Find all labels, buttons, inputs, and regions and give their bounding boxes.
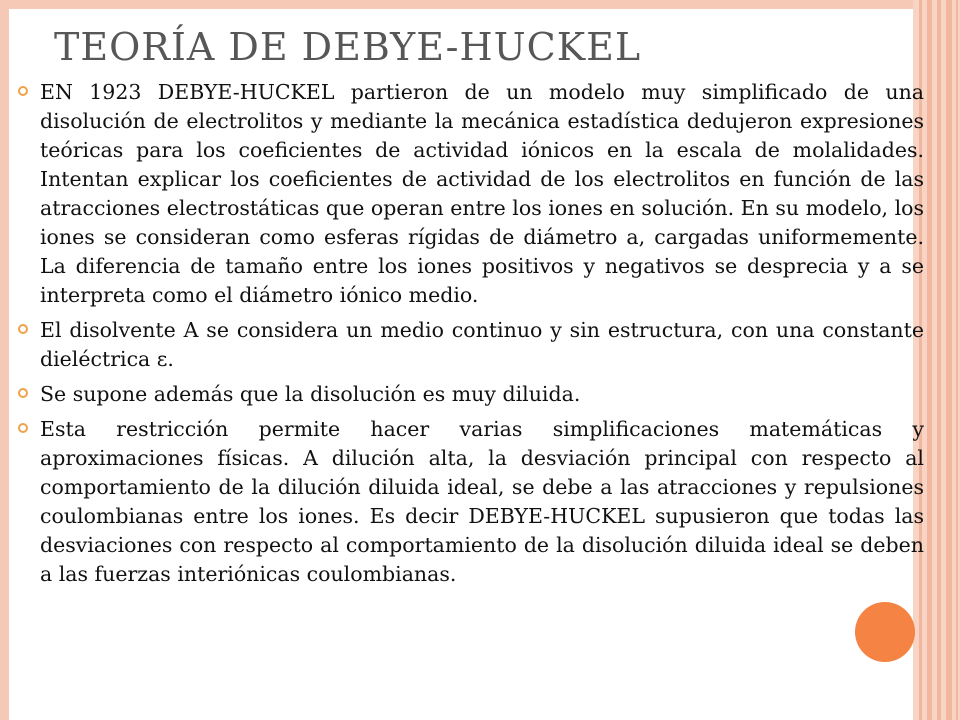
bullet-list [18, 78, 924, 595]
bullet-text: Se supone además que la disolución es muy diluida. [40, 382, 581, 406]
bullet-item-4 [18, 415, 924, 589]
bullet-text: El disolvente A se considera un medio continuo y sin estructura, con una constante dieléctrica ε. [40, 318, 924, 371]
bullet-item-2 [18, 316, 924, 374]
bullet-item-1 [18, 78, 924, 310]
stripe [927, 0, 932, 720]
stripe [956, 0, 958, 720]
bullet-circle-icon [18, 423, 28, 433]
bullet-circle-icon [18, 324, 28, 334]
bullet-text: EN 1923 DEBYE-HUCKEL partieron de un modelo muy simplificado de una disolución de electrolitos y mediante la mecánica estadística dedujeron expresiones teóricas para los coeficientes de actividad iónicos en la escala de molalidades. Intentan explicar los coeficientes de actividad de los electrolitos en función de las atracciones electrostáticas que operan entre los iones en solución. En su modelo, los iones se consideran como esferas rígidas de diámetro a, cargadas uniformemente. La diferencia de tamaño entre los iones positivos y negativos se desprecia y a se interpreta como el diámetro iónico medio. [40, 80, 924, 307]
bullet-circle-icon [18, 86, 28, 96]
bullet-circle-icon [18, 388, 28, 398]
stripe [937, 0, 941, 720]
bullet-text: Esta restricción permite hacer varias simplificaciones matemáticas y aproximaciones físicas. A dilución alta, la desviación principal con respecto al comportamiento de la dilución diluida ideal, se debe a las atracciones y repulsiones coulombianas entre los iones. Es decir DEBYE-HUCKEL supusieron que todas las desviaciones con respecto al comportamiento de la disolución diluida ideal se deben a las fuerzas interiónicas coulombianas. [40, 417, 924, 586]
slide-title: TEORÍA DE DEBYE-HUCKEL [54, 25, 642, 69]
stripe [946, 0, 952, 720]
decorative-orange-circle [855, 602, 915, 662]
bullet-item-3 [18, 380, 924, 409]
slide-frame-top-border [0, 0, 960, 9]
